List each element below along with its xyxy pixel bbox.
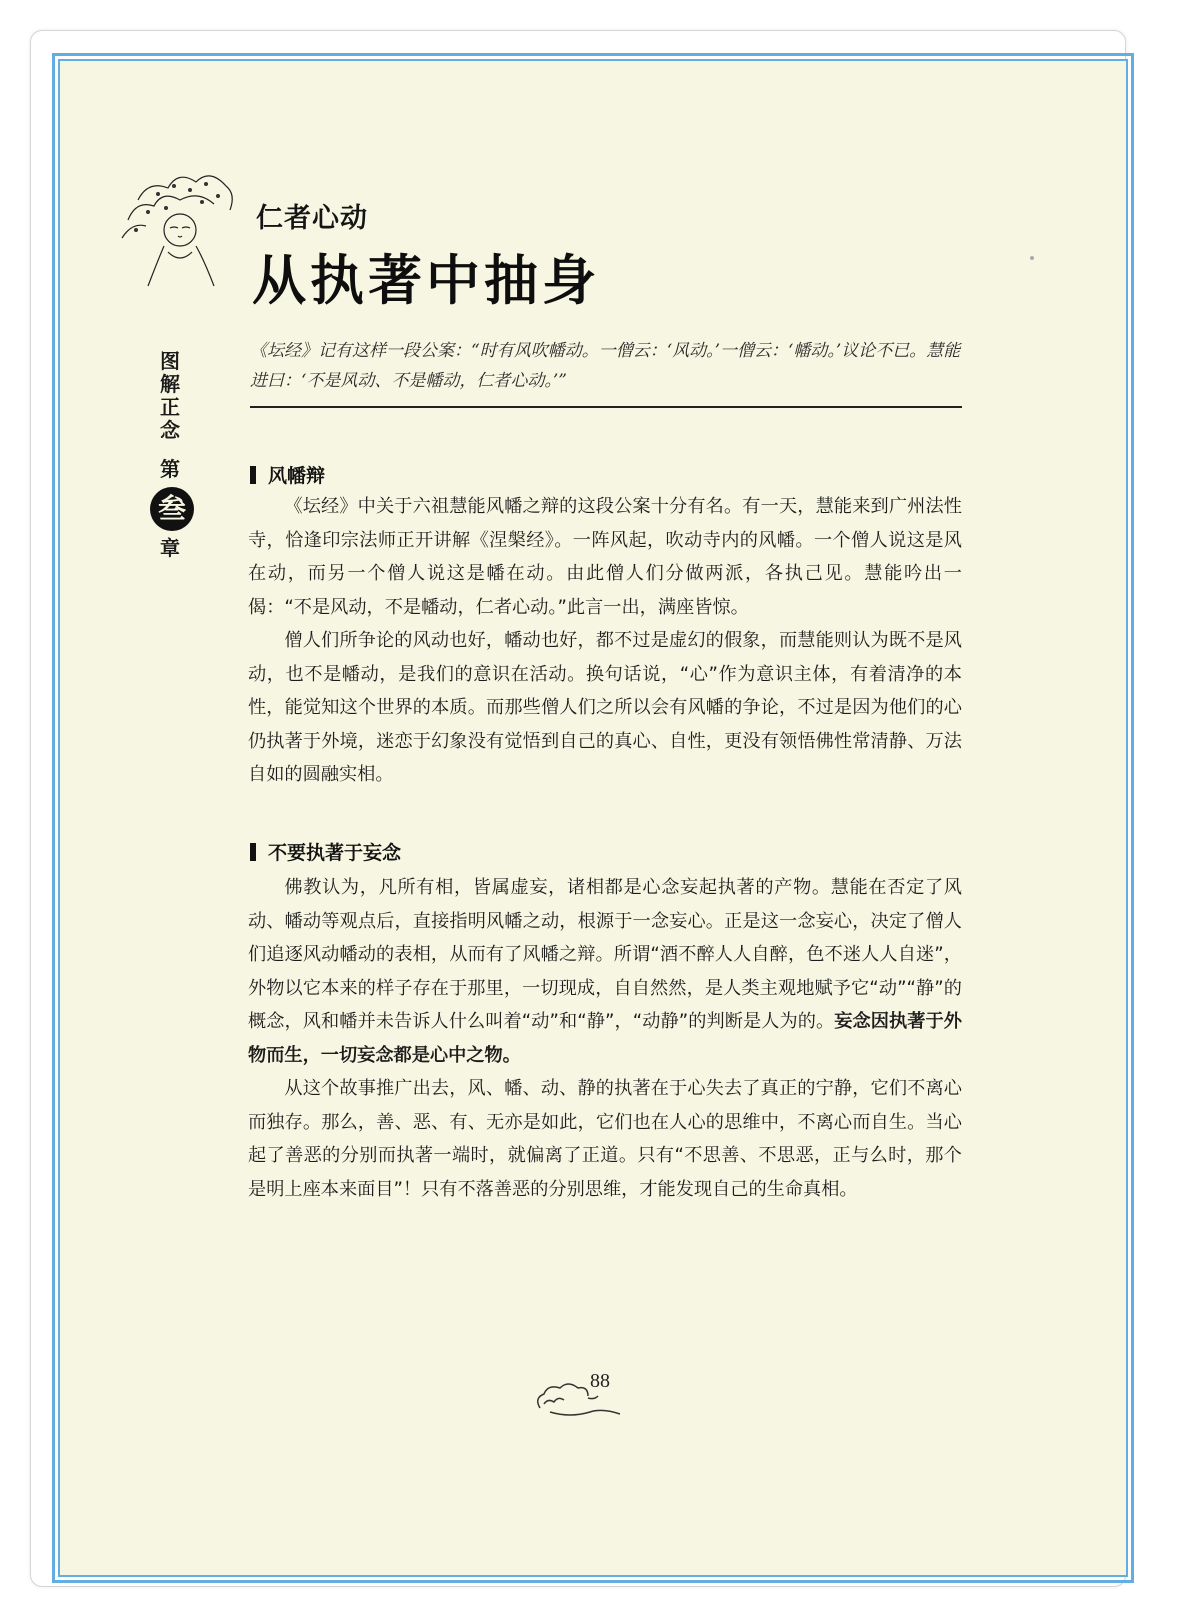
heading-marker (250, 466, 256, 484)
section-1-body (248, 490, 962, 792)
margin-dot (1030, 256, 1034, 260)
paragraph: 《坛经》中关于六祖慧能风幡之辩的这段公案十分有名。有一天，慧能来到广州法性寺，恰逢印宗法师正开讲解《涅槃经》。一阵风起，吹动寺内的风幡。一个僧人说这是风在动，而另一个僧人说这是幡在动。由此僧人们分做两派，各执己见。慧能吟出一偈：“不是风动，不是幡动，仁者心动。”此言一出，满座皆惊。 (248, 496, 962, 618)
paragraph: 僧人们所争论的风动也好，幡动也好，都不过是虚幻的假象，而慧能则认为既不是风动，也不是幡动，是我们的意识在活动。换句话说，“心”作为意识主体，有着清净的本性，能觉知这个世界的本质。而那些僧人们之所以会有风幡的争论，不过是因为他们的心仍执著于外境，迷恋于幻象没有觉悟到自己的真心、自性，更没有领悟佛性常清静、万法自如的圆融实相。 (248, 630, 962, 785)
paragraph (248, 871, 962, 1072)
intro-divider (250, 406, 962, 408)
chapter-suffix: 章 (160, 536, 180, 560)
page-number: 88 (590, 1370, 610, 1392)
section-heading-2-text: 不要执著于妄念 (268, 842, 402, 864)
section-2-body (248, 871, 962, 1206)
monk-portrait-illustration (118, 160, 240, 288)
chapter-sidebar (150, 350, 190, 560)
section-heading-1 (250, 461, 325, 488)
series-char-2: 解 (160, 372, 180, 396)
page-title: 从执著中抽身 (252, 248, 600, 312)
series-char-3: 正 (160, 395, 180, 419)
paragraph-emphasis: 妄念因执著于外物而生，一切妄念都是心中之物。 (248, 1011, 962, 1066)
series-char-1: 图 (160, 349, 180, 373)
chapter-prefix: 第 (160, 457, 180, 481)
paragraph-text: 佛教认为，凡所有相，皆属虚妄，诸相都是心念妄起执著的产物。慧能在否定了风动、幡动等观点后，直接指明风幡之动，根源于一念妄心。正是这一念妄心，决定了僧人们追逐风动幡动的表相，从而有了风幡之辩。所谓“酒不醉人人自醉，色不迷人人自迷”，外物以它本来的样子存在于那里，一切现成，自自然然，是人类主观地赋予它“动”“静”的概念，风和幡并未告诉人什么叫着“动”和“静”，“动静”的判断是人为的。 (248, 877, 962, 1032)
intro-quote: 《坛经》记有这样一段公案：“时有风吹幡动。一僧云：‘风动。’一僧云：‘幡动。’议论不已。慧能进曰：‘不是风动、不是幡动，仁者心动。’” (250, 341, 961, 391)
section-subtitle: 仁者心动 (256, 203, 368, 234)
heading-marker (250, 843, 256, 861)
cloud-ornament-icon (530, 1368, 630, 1424)
series-char-4: 念 (160, 418, 180, 442)
section-heading-2 (250, 838, 401, 865)
section-heading-1-text: 风幡辩 (268, 465, 326, 487)
paragraph: 从这个故事推广出去，风、幡、动、静的执著在于心失去了真正的宁静，它们不离心而独存。那么，善、恶、有、无亦是如此，它们也在人心的思维中，不离心而自生。当心起了善恶的分别而执著一端时，就偏离了正道。只有“不思善、不思恶，正与么时，那个是明上座本来面目”！只有不落善恶的分别思维，才能发现自己的生命真相。 (248, 1078, 962, 1200)
chapter-number-badge: 叁 (150, 487, 194, 531)
